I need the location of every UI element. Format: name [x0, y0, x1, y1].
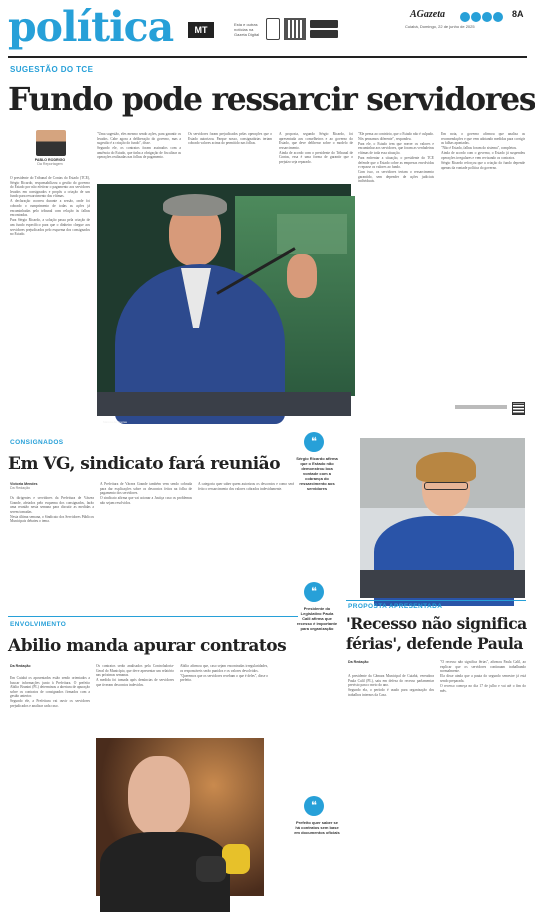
- side-caption-3: Prefeito quer saber se há contratos sem base em documentos oficiais: [294, 820, 340, 835]
- masthead: [0, 0, 535, 58]
- brand-badge: MT: [188, 22, 214, 38]
- vg-column-2: A Prefeitura de Várzea Grande também vem sendo cobrada para dar explicações sobre os descontos feitos na folha de pagamento dos servidores. O sindicato afirma que vai acionar a Justiça caso os problemas não sejam resolvidos.: [100, 482, 192, 505]
- quote-icon: ❝: [304, 796, 324, 816]
- section-rule: [346, 600, 526, 601]
- paula-photo: [360, 438, 525, 598]
- vg-kicker: CONSIGNADOS: [10, 439, 64, 446]
- lead-kicker: SUGESTÃO DO TCE: [10, 65, 94, 74]
- lead-column-3: Os servidores foram prejudicados pelas operações que o Estado autorizou. Parque nosso, consignatárias teriam cobrado valores acima do permitido nas folhas.: [188, 132, 272, 146]
- lead-headline: Fundo pode ressarcir servidores: [8, 81, 535, 118]
- phone-icon: [266, 18, 280, 40]
- author-name: PABLO RODRIGO: [34, 158, 66, 162]
- paula-column-2: "O recesso não significa férias", afirmou Paula Calil, ao explicar que os servidores continuam trabalhando normalmente. Ela disse ainda que a pauta do segundo semestre já está sendo preparada. O recesso começa no dia 17 de julho e vai até o fim do mês.: [440, 660, 526, 693]
- page-number: 8A: [512, 9, 524, 19]
- side-caption-1: Sérgio Ricardo afirma que o Estado não demonstrou boa vontade com a cobrança do ressarcimento aos servidores: [296, 456, 338, 491]
- paula-column-1: A presidente da Câmara Municipal de Cuiabá, vereadora Paula Calil (PL), saiu em defesa do recesso parlamentar previsto para o meio do ano. Segundo ela, o período é usado para organização dos trabalhos internos da Casa.: [348, 674, 434, 697]
- author-role: Da Reportagem: [37, 162, 63, 167]
- lead-column-6: Em nota, o governo afirmou que analisa as recomendações e que vem adotando medidas para corrigir as falhas apontadas. "Não é Estado, falhas foram do sistema", completou. Ainda de acordo com o governo, o Estado já suspendeu operações irregulares e vem revisando os contratos. Sérgio Ricardo reforçou que a criação do fundo depende apenas da vontade política do governo.: [441, 132, 525, 170]
- lead-column-2: "Uma sugestão, eles mesmo sendo ações, para garantir os lesados. Cabe agora a deliberação do governo, mas a sugestão é a criação do fundo", disse. Segundo ele, os contratos foram assinados com a anuência do Estado, que tinha a obrigação de fiscalizar as operações realizadas nas folhas de pagamento.: [97, 132, 181, 160]
- abilio-column-1: Em Cuiabá os aposentados estão sendo orientados a buscar informações junto à Prefeitura. O prefeito Abilio Brunini (PL) determinou a abertura de apuração sobre os contratos de consignados firmados com a gestão anterior. Segundo ele, a Prefeitura vai ouvir os servidores prejudicados e analisar cada caso.: [10, 676, 90, 709]
- vg-author-name: Victoria Mendes: [10, 482, 38, 486]
- vg-column-3: A categoria quer saber quem autorizou os descontos e como será feito o ressarcimento dos valores cobrados indevidamente.: [198, 482, 294, 491]
- abilio-column-3: Abilio afirmou que, caso sejam encontradas irregularidades, os responsáveis serão punidos e os valores devolvidos. "Queremos que os servidores recebam o que é deles", disse o prefeito.: [180, 664, 268, 683]
- paula-kicker: PROPOSTA APRESENTADA: [348, 603, 443, 610]
- lead-photo: [97, 184, 351, 424]
- abilio-photo: [96, 738, 264, 896]
- vg-byline: [10, 482, 70, 491]
- paula-headline: 'Recesso não significa férias', defende Paula: [346, 614, 527, 653]
- abilio-column-2: Os contratos serão analisados pela Controladoria-Geral do Município, que deve apresentar um relatório nas próximas semanas. A medida foi tomada após denúncias de servidores que tiveram descontos indevidos.: [96, 664, 174, 687]
- lead-column-1: O presidente do Tribunal de Contas do Estado (TCE), Sérgio Ricardo, responsabilizou a gestão do governo do Estado por não efetivar o pagamento aos servidores lesados em consignados e propôs a criação de um fundo para ressarcimento das vítimas. A declaração ocorreu durante a sessão, onde foi cobrado o cumprimento de todas as ações já encaminhadas pelo tribunal com relação às falhas encontradas. Para Sérgio Ricardo, a solução passa pela criação de um fundo específico para que o dinheiro chegue aos servidores prejudicados pelo esquema dos consignados no Estado.: [10, 176, 90, 237]
- author-photo: [36, 130, 66, 156]
- lead-qr-label: [455, 405, 507, 409]
- vg-headline: Em VG, sindicato fará reunião: [8, 454, 281, 474]
- paula-byline: Da Redação: [348, 660, 369, 664]
- paper-name: AGazeta: [410, 9, 445, 20]
- photo-credit: Marcos de Freitas: [103, 420, 128, 424]
- quote-icon: ❝: [304, 582, 324, 602]
- lead-column-4: A proposta, segundo Sérgio Ricardo, foi apresentada aos conselheiros e ao governo do Estado, que deve deliberar sobre o modelo de ressarcimento. Ainda de acordo com o presidente do Tribunal de Contas, essa é uma forma de garantir que o prejuízo seja reparado.: [279, 132, 353, 165]
- lead-column-5: "Ele pensa ao contrário, que o Estado não é culpado. Nós pensamos diferente", respondeu. Para ele, o Estado tem que reaver os valores e encaminhar aos servidores, que foram as verdadeiras vítimas de toda essa situação. Para enfrentar a situação, o presidente do TCE defende que o Estado cobre as empresas envolvidas e repasse os valores ao fundo. Com isso, os servidores teriam o ressarcimento garantido, sem depender de ações judiciais individuais.: [358, 132, 434, 184]
- abilio-headline: Abilio manda apurar contratos: [8, 636, 287, 656]
- section-title: política: [8, 3, 174, 51]
- vg-column-1: Os dirigentes e servidores da Prefeitura de Várzea Grande, afetados pelo esquema dos consignados, farão uma reunião nesta semana para discutir as medidas a serem tomadas. Nesta última semana, o Sindicato dos Servidores Públicos Municipais debateu o tema.: [10, 496, 94, 524]
- abilio-kicker: ENVOLVIMENTO: [10, 621, 67, 628]
- dateline: Cuiabá, Domingo, 22 de junho de 2025: [405, 24, 475, 29]
- quote-icon: ❝: [304, 432, 324, 452]
- brand-logo-circles: [460, 9, 508, 20]
- promo-text: Esta e outras notícias na Gazeta Digital: [234, 22, 260, 37]
- abilio-byline: Da Redação: [10, 664, 31, 668]
- section-rule: [8, 616, 298, 617]
- vg-author-role: Da Redação: [10, 486, 30, 491]
- side-caption-2: Presidente do Legislativo Paula Calil afirma que recesso é importante para organização: [296, 606, 338, 631]
- qr-code-icon[interactable]: [284, 18, 306, 40]
- lead-byline: [20, 158, 80, 167]
- lead-qr-code-icon[interactable]: [512, 402, 525, 415]
- masthead-divider: [8, 56, 527, 58]
- app-store-icons[interactable]: [310, 20, 338, 38]
